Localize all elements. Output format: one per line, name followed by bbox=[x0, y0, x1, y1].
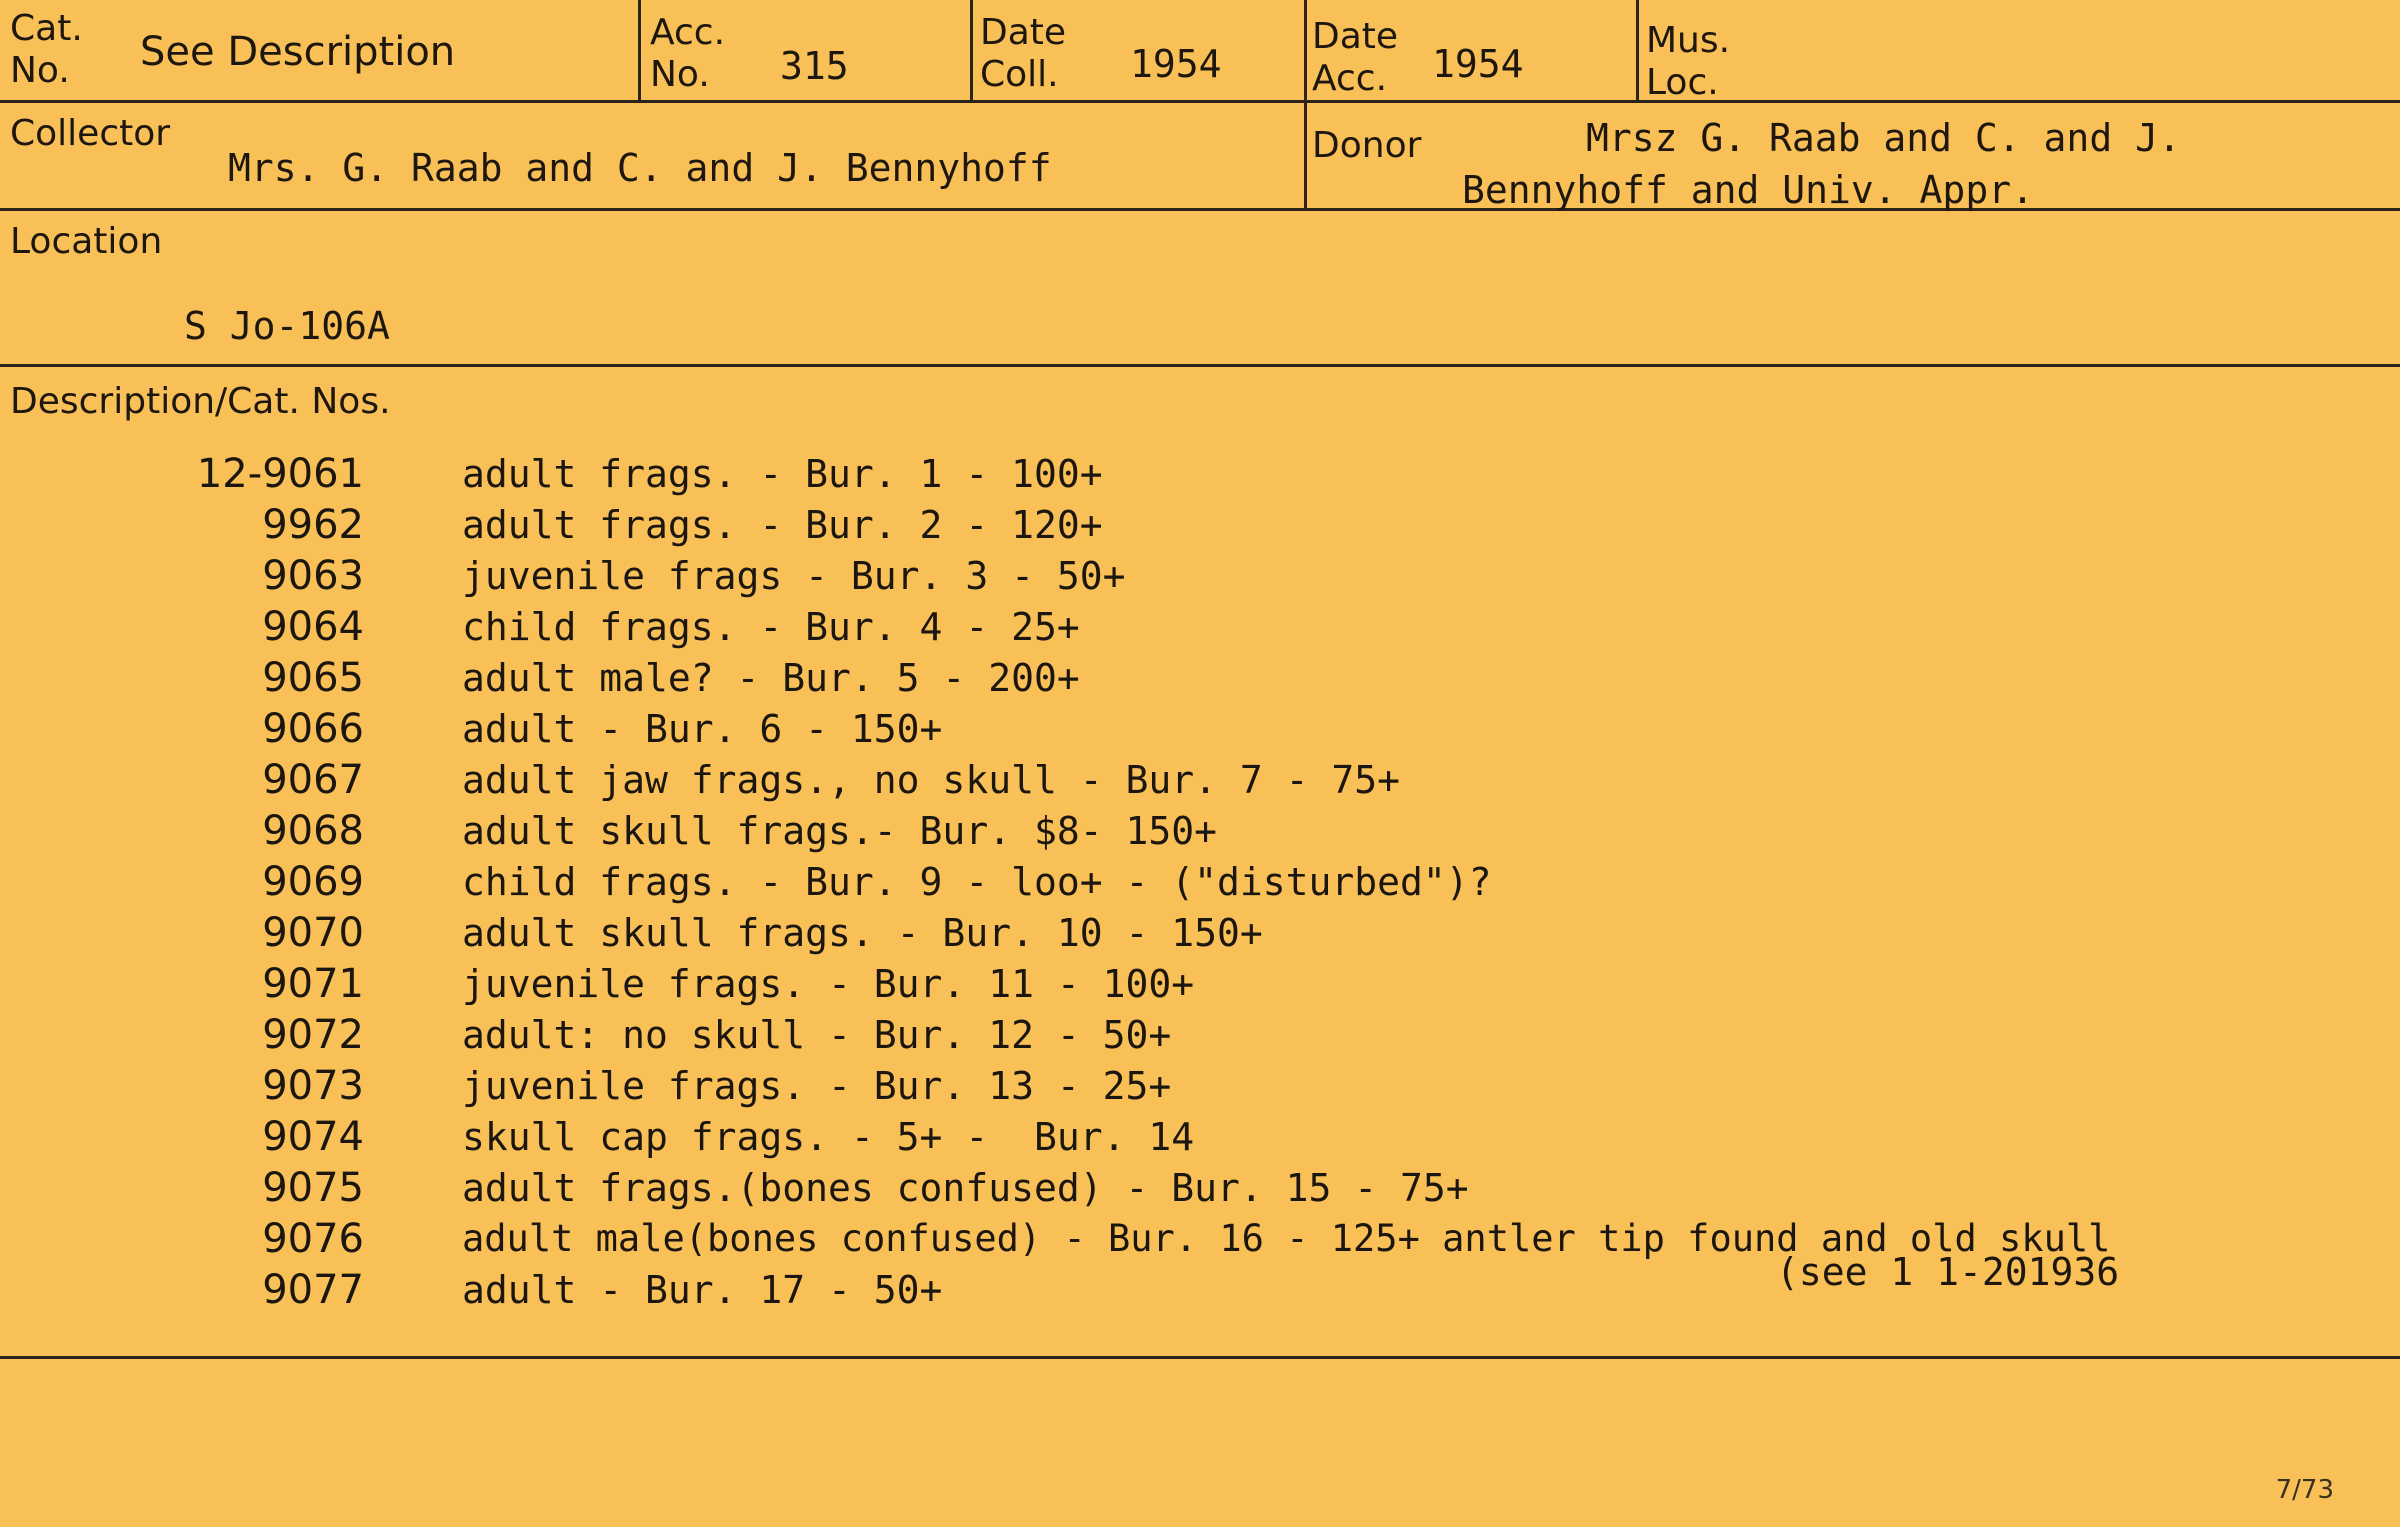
cat-number: 9069 bbox=[262, 859, 364, 905]
reference-note: (see 1 1-201936 bbox=[1776, 1250, 2120, 1294]
list-item bbox=[0, 703, 2400, 755]
list-item bbox=[0, 805, 2400, 857]
donor-value-line2: Bennyhoff and Univ. Appr. bbox=[1462, 168, 2034, 212]
cat-number: 9073 bbox=[262, 1063, 364, 1109]
description-label: Description/Cat. Nos. bbox=[10, 381, 391, 422]
list-item bbox=[0, 754, 2400, 806]
specimen-description: juvenile frags - Bur. 3 - 50+ bbox=[462, 554, 1126, 598]
divider-v-acc bbox=[638, 0, 641, 102]
cat-number: 9077 bbox=[262, 1267, 364, 1313]
list-item bbox=[0, 652, 2400, 704]
divider-top-row bbox=[0, 100, 2400, 103]
cat-number: 9067 bbox=[262, 757, 364, 803]
list-item bbox=[0, 856, 2400, 908]
list-item bbox=[0, 907, 2400, 959]
specimen-description: adult frags.(bones confused) - Bur. 15 - 75+ bbox=[462, 1166, 1469, 1210]
location-label: Location bbox=[10, 221, 163, 262]
footer-mark: 7/73 bbox=[2275, 1475, 2334, 1505]
specimen-description: adult: no skull - Bur. 12 - 50+ bbox=[462, 1013, 1172, 1057]
specimen-description: adult frags. - Bur. 1 - 100+ bbox=[462, 452, 1103, 496]
list-item bbox=[0, 1009, 2400, 1061]
cat-no-label: Cat. No. bbox=[10, 8, 83, 91]
divider-location-row bbox=[0, 364, 2400, 367]
acc-no-value: 315 bbox=[780, 44, 849, 88]
cat-number: 9071 bbox=[262, 961, 364, 1007]
specimen-description: adult skull frags.- Bur. $8- 150+ bbox=[462, 809, 1217, 853]
cat-number: 9076 bbox=[262, 1216, 364, 1262]
specimen-description: adult male(bones confused) - Bur. 16 - 125+ antler tip found and old skull bbox=[462, 1217, 2111, 1260]
specimen-description: child frags. - Bur. 4 - 25+ bbox=[462, 605, 1080, 649]
collector-value: Mrs. G. Raab and C. and J. Bennyhoff bbox=[228, 146, 1052, 190]
specimen-description: juvenile frags. - Bur. 11 - 100+ bbox=[462, 962, 1195, 1006]
list-item bbox=[0, 499, 2400, 551]
mus-loc-label: Mus. Loc. bbox=[1646, 20, 1731, 103]
list-item bbox=[0, 550, 2400, 602]
cat-number: 12-9061 bbox=[196, 451, 364, 497]
divider-description-bottom bbox=[0, 1356, 2400, 1359]
donor-label: Donor bbox=[1312, 125, 1422, 166]
cat-no-value: See Description bbox=[140, 29, 456, 75]
specimen-description: skull cap frags. - 5+ - Bur. 14 bbox=[462, 1115, 1195, 1159]
list-item bbox=[0, 1060, 2400, 1112]
divider-collector-row bbox=[0, 208, 2400, 211]
cat-number: 9068 bbox=[262, 808, 364, 854]
cat-number: 9063 bbox=[262, 553, 364, 599]
list-item bbox=[0, 601, 2400, 653]
donor-value-line1: Mrsz G. Raab and C. and J. bbox=[1586, 116, 2181, 160]
cat-number: 9962 bbox=[262, 502, 364, 548]
specimen-description: child frags. - Bur. 9 - loo+ - ("disturbed")? bbox=[462, 860, 1492, 904]
date-acc-value: 1954 bbox=[1432, 42, 1524, 86]
specimen-description: juvenile frags. - Bur. 13 - 25+ bbox=[462, 1064, 1172, 1108]
cat-number: 9065 bbox=[262, 655, 364, 701]
cat-number: 9074 bbox=[262, 1114, 364, 1160]
cat-number: 9072 bbox=[262, 1012, 364, 1058]
specimen-description: adult - Bur. 17 - 50+ bbox=[462, 1268, 943, 1312]
cat-number: 9070 bbox=[262, 910, 364, 956]
date-coll-label: Date Coll. bbox=[980, 12, 1067, 95]
list-item bbox=[0, 1162, 2400, 1214]
list-item bbox=[0, 958, 2400, 1010]
cat-number: 9064 bbox=[262, 604, 364, 650]
list-item bbox=[0, 1111, 2400, 1163]
acc-no-label: Acc. No. bbox=[650, 12, 726, 95]
list-item bbox=[0, 448, 2400, 500]
cat-number: 9066 bbox=[262, 706, 364, 752]
divider-v-date-acc bbox=[1304, 0, 1307, 210]
date-acc-label: Date Acc. bbox=[1312, 16, 1399, 99]
specimen-description: adult male? - Bur. 5 - 200+ bbox=[462, 656, 1080, 700]
specimen-description: adult jaw frags., no skull - Bur. 7 - 75+ bbox=[462, 758, 1400, 802]
specimen-description: adult - Bur. 6 - 150+ bbox=[462, 707, 943, 751]
location-value: S Jo-106A bbox=[184, 304, 390, 348]
collector-label: Collector bbox=[10, 113, 171, 154]
specimen-description: adult frags. - Bur. 2 - 120+ bbox=[462, 503, 1103, 547]
cat-number: 9075 bbox=[262, 1165, 364, 1211]
divider-v-mus-loc bbox=[1636, 0, 1639, 102]
date-coll-value: 1954 bbox=[1130, 42, 1222, 86]
divider-v-date-coll bbox=[970, 0, 973, 102]
specimen-description: adult skull frags. - Bur. 10 - 150+ bbox=[462, 911, 1263, 955]
